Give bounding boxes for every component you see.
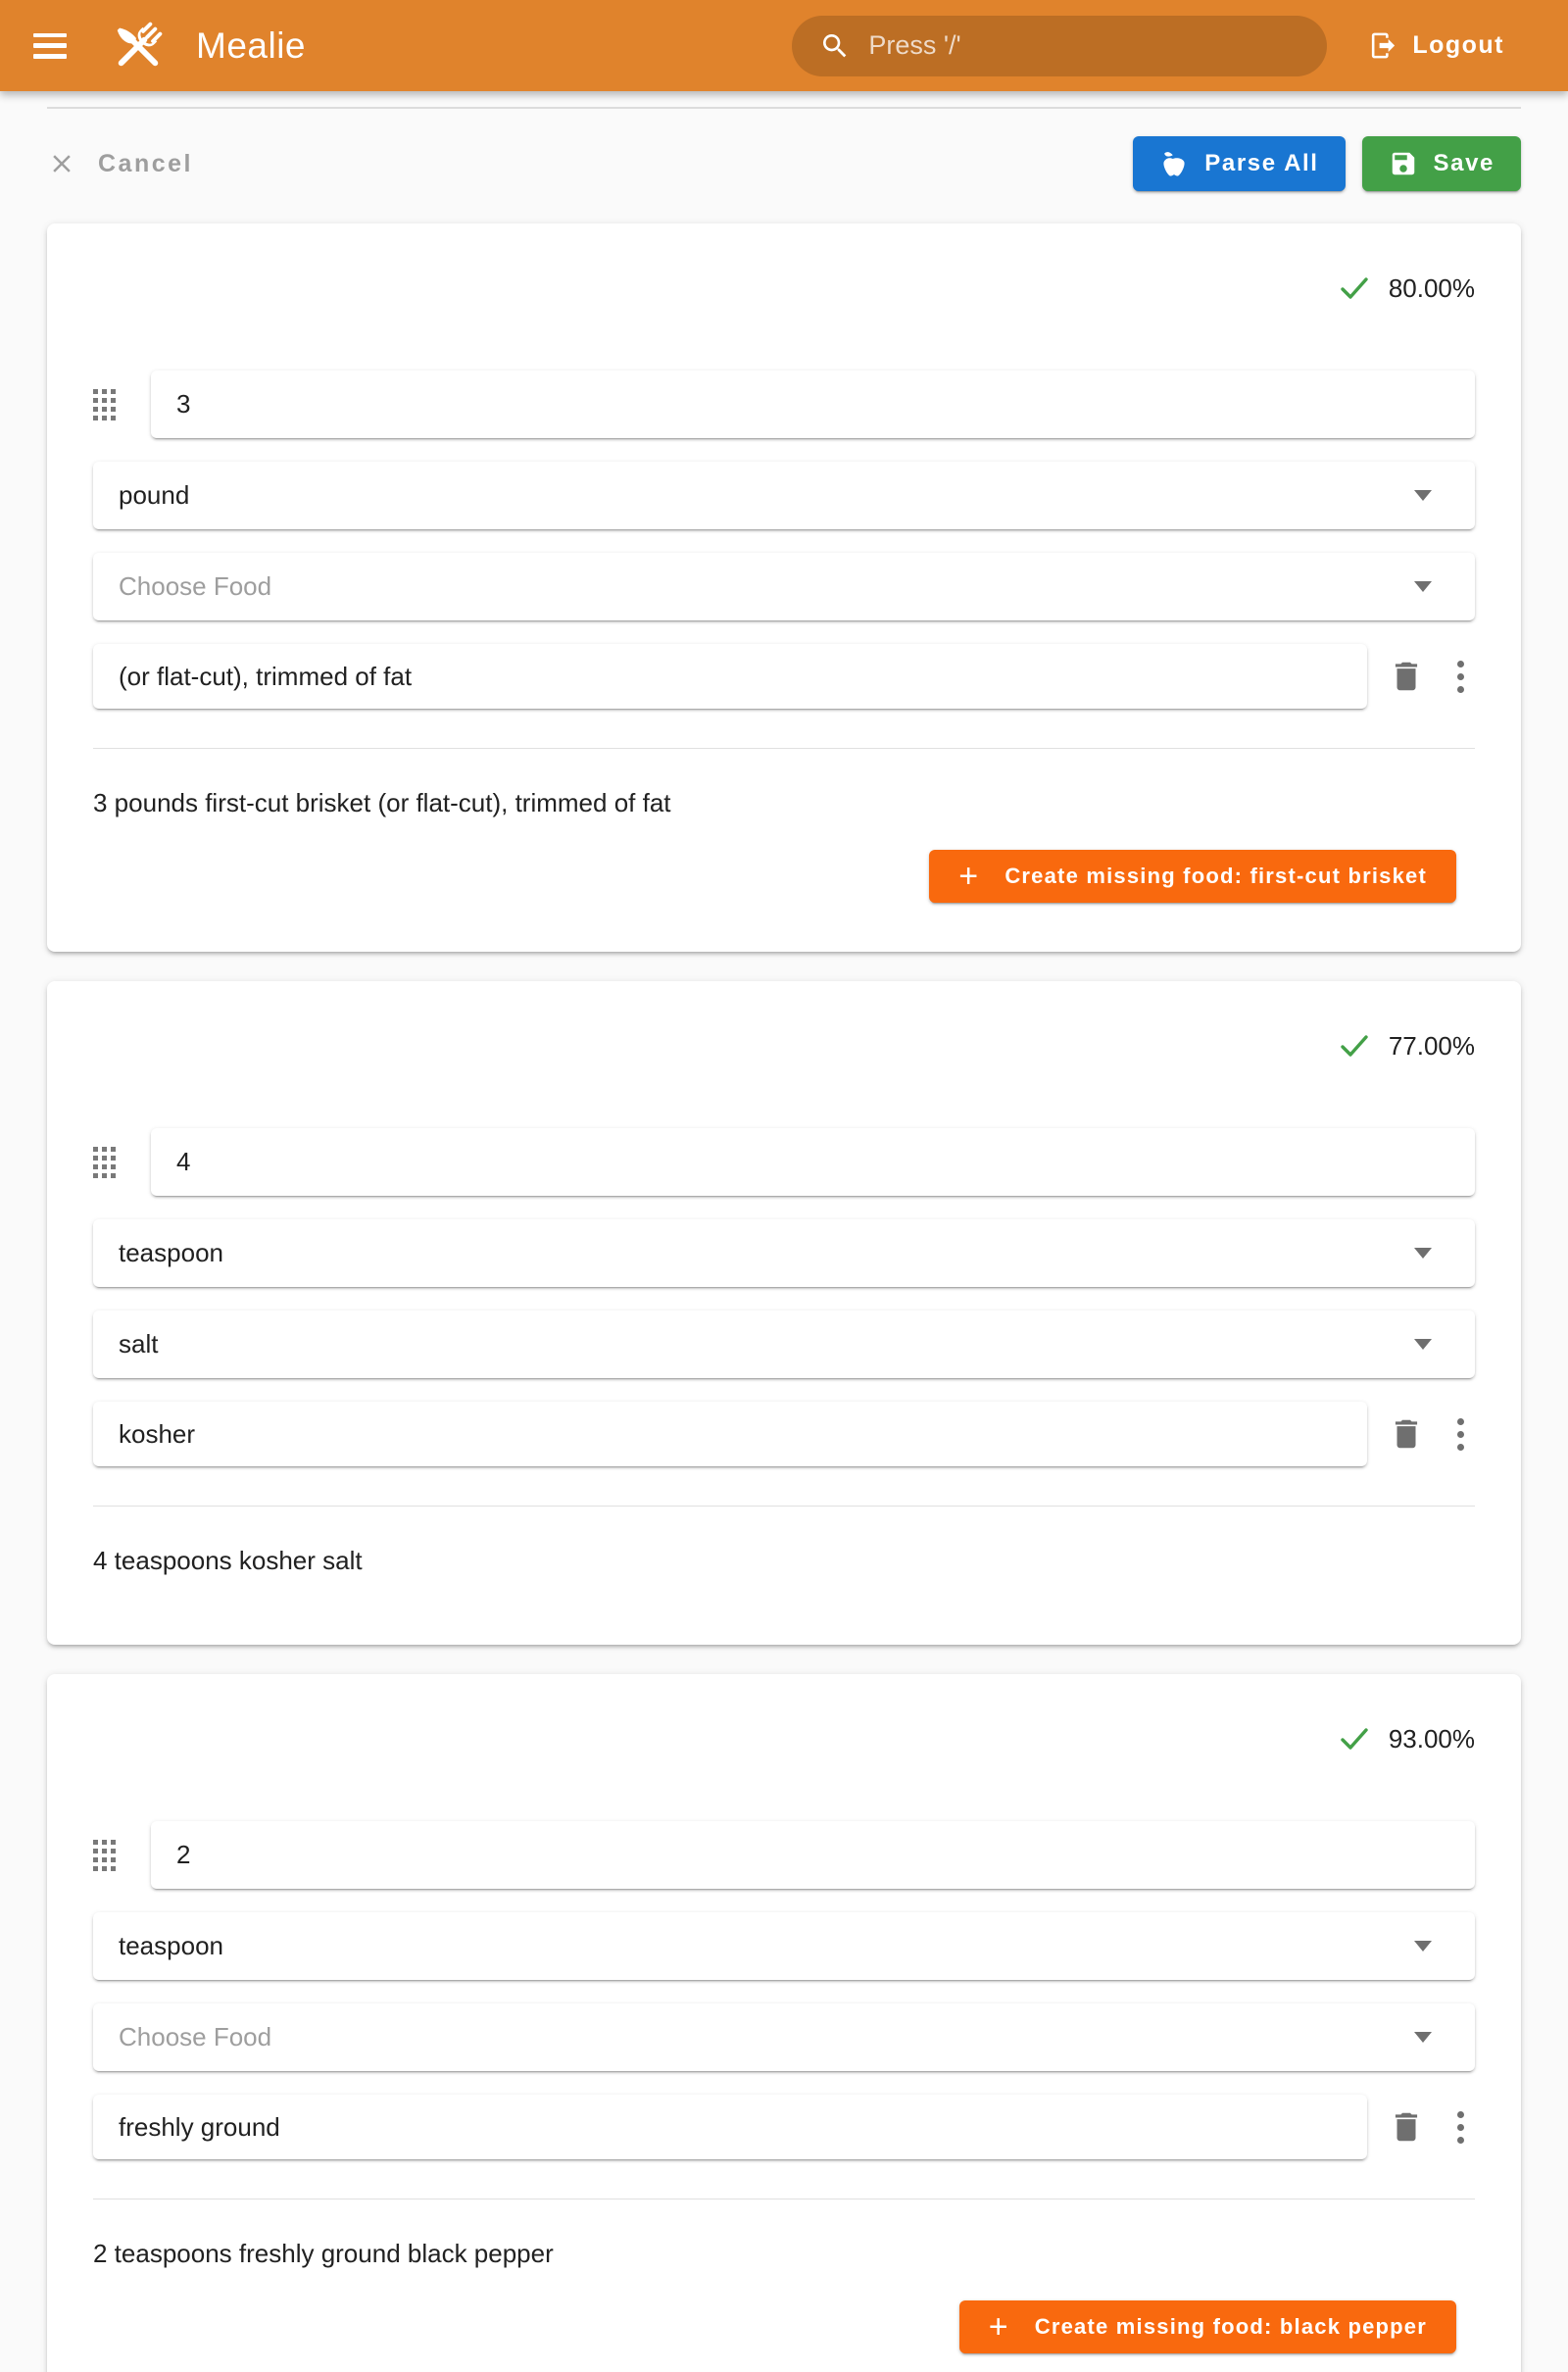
divider xyxy=(47,107,1521,109)
unit-value: teaspoon xyxy=(119,1931,223,1960)
plus-icon xyxy=(989,2310,1009,2344)
menu-icon[interactable] xyxy=(33,33,67,59)
more-options-button[interactable] xyxy=(1446,653,1475,700)
app-title: Mealie xyxy=(196,25,306,66)
food-value: salt xyxy=(119,1329,159,1359)
drag-handle-icon[interactable] xyxy=(93,1840,116,1871)
apple-icon xyxy=(1159,149,1189,178)
confidence-value: 93.00% xyxy=(1388,1723,1475,1754)
chevron-down-icon xyxy=(1414,1941,1432,1952)
create-missing-food-button[interactable] xyxy=(929,850,1456,903)
logout-label: Logout xyxy=(1412,31,1504,59)
note-input[interactable]: kosher xyxy=(93,1402,1367,1466)
ingredient-card-3 xyxy=(47,1674,1521,2372)
divider xyxy=(93,1506,1475,1507)
unit-select[interactable] xyxy=(93,1219,1475,1287)
delete-button[interactable] xyxy=(1385,2103,1428,2150)
trash-icon xyxy=(1388,1415,1425,1453)
close-icon xyxy=(47,149,76,178)
chevron-down-icon xyxy=(1414,2032,1432,2043)
drag-handle-icon[interactable] xyxy=(93,389,116,420)
confidence-value: 80.00% xyxy=(1388,272,1475,303)
delete-button[interactable] xyxy=(1385,1410,1428,1458)
ingredient-card-1 xyxy=(47,223,1521,952)
note-input[interactable]: freshly ground xyxy=(93,2095,1367,2159)
quantity-input[interactable]: 3 xyxy=(151,371,1475,438)
unit-select[interactable] xyxy=(93,1912,1475,1980)
quantity-input[interactable]: 4 xyxy=(151,1128,1475,1196)
create-missing-food-button[interactable] xyxy=(959,2300,1456,2353)
app-header xyxy=(0,0,1568,91)
food-select[interactable] xyxy=(93,2003,1475,2071)
logout-button[interactable] xyxy=(1368,30,1504,61)
confidence-row xyxy=(93,1723,1475,1754)
original-ingredient-text: 4 teaspoons kosher salt xyxy=(93,1546,363,1575)
confidence-row xyxy=(93,272,1475,304)
check-icon xyxy=(1338,1722,1371,1755)
search-icon xyxy=(819,30,851,62)
ingredient-parser-page xyxy=(0,136,1568,2372)
unit-value: teaspoon xyxy=(119,1238,223,1267)
chevron-down-icon xyxy=(1414,581,1432,592)
create-missing-food-label: Create missing food: black pepper xyxy=(1034,2314,1427,2339)
original-ingredient-text: 2 teaspoons freshly ground black pepper xyxy=(93,2239,554,2268)
check-icon xyxy=(1338,272,1371,305)
note-input[interactable]: (or flat-cut), trimmed of fat xyxy=(93,644,1367,709)
more-options-button[interactable] xyxy=(1446,2103,1475,2150)
mealie-logo-icon xyxy=(108,16,169,76)
drag-handle-icon[interactable] xyxy=(93,1147,116,1178)
check-icon xyxy=(1338,1029,1371,1062)
delete-button[interactable] xyxy=(1385,653,1428,700)
unit-select[interactable] xyxy=(93,462,1475,529)
food-select[interactable] xyxy=(93,1310,1475,1378)
search-placeholder: Press '/' xyxy=(868,30,961,60)
parser-toolbar xyxy=(47,136,1521,191)
more-options-button[interactable] xyxy=(1446,1410,1475,1458)
save-label: Save xyxy=(1433,150,1494,176)
confidence-value: 77.00% xyxy=(1388,1030,1475,1061)
trash-icon xyxy=(1388,2108,1425,2146)
plus-icon xyxy=(958,860,979,893)
divider xyxy=(93,748,1475,749)
ingredient-card-2 xyxy=(47,981,1521,1645)
save-icon xyxy=(1389,149,1418,178)
search-input[interactable] xyxy=(792,16,1327,76)
original-ingredient-text: 3 pounds first-cut brisket (or flat-cut), trimmed of fat xyxy=(93,788,671,817)
cancel-label: Cancel xyxy=(98,149,193,177)
chevron-down-icon xyxy=(1414,1248,1432,1259)
chevron-down-icon xyxy=(1414,1339,1432,1350)
trash-icon xyxy=(1388,658,1425,695)
parse-all-button[interactable] xyxy=(1133,136,1345,191)
quantity-input[interactable]: 2 xyxy=(151,1821,1475,1889)
food-select[interactable] xyxy=(93,553,1475,620)
chevron-down-icon xyxy=(1414,490,1432,501)
create-missing-food-label: Create missing food: first-cut brisket xyxy=(1004,864,1427,888)
food-placeholder: Choose Food xyxy=(119,571,272,601)
parse-all-label: Parse All xyxy=(1204,150,1319,176)
food-placeholder: Choose Food xyxy=(119,2022,272,2051)
confidence-row xyxy=(93,1030,1475,1062)
cancel-button[interactable] xyxy=(47,149,193,178)
logout-icon xyxy=(1368,30,1398,61)
unit-value: pound xyxy=(119,480,190,510)
save-button[interactable] xyxy=(1362,136,1521,191)
